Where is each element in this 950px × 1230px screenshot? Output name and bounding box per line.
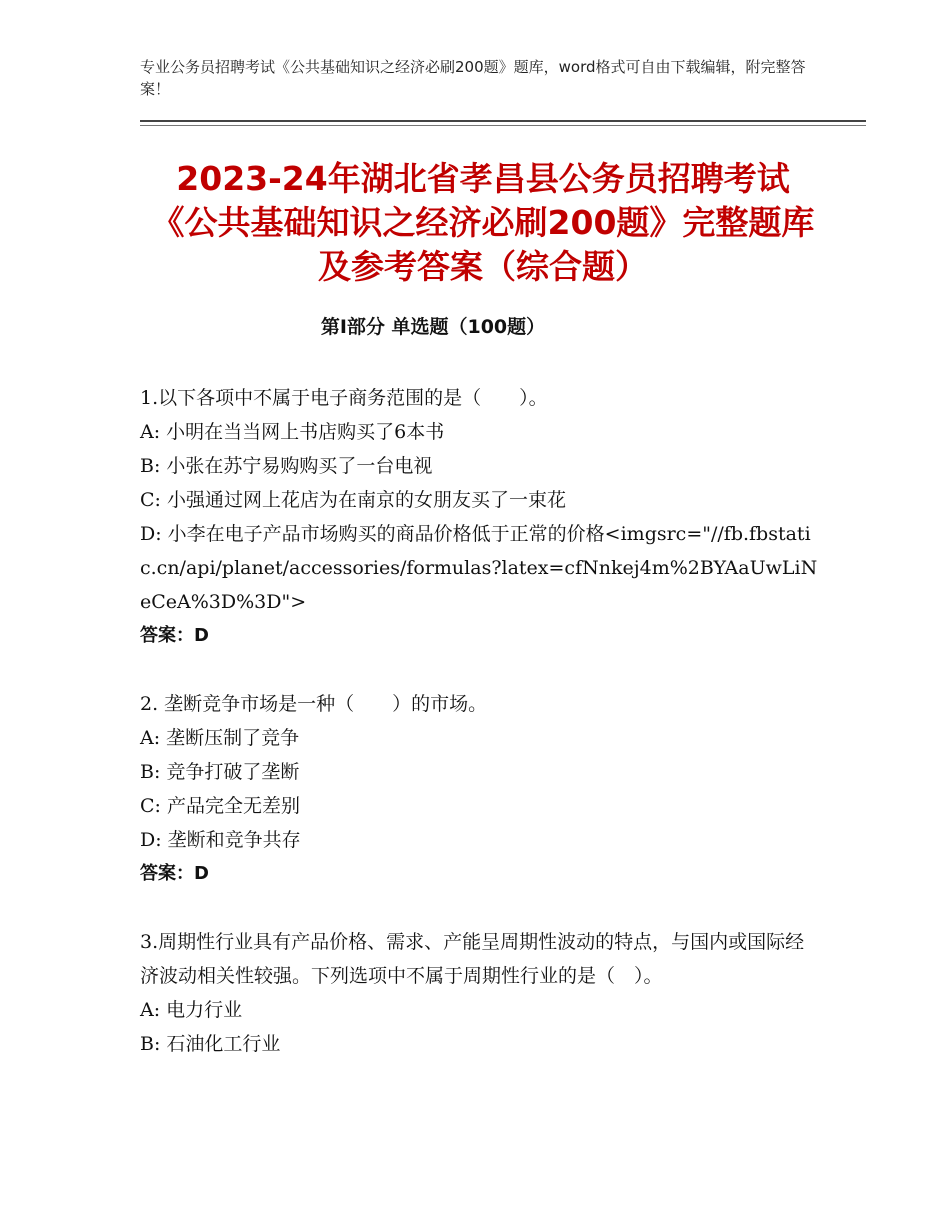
header-divider-thin [140,125,866,126]
option-d: D: 小李在电子产品市场购买的商品价格低于正常的价格<imgsrc="//fb.fbstatic.cn/api/planet/accessories/formulas?latex=cfNnkej4m%2BYAaUwLiNeCeA%3D%3D"> [140,523,818,613]
section-title: 第Ⅰ部分 单选题（100题） [320,316,546,338]
option-c: C: 小强通过网上花店为在南京的女朋友买了一束花 [140,489,566,511]
question-1 [140,381,820,653]
question-stem: 1.以下各项中不属于电子商务范围的是（ ）。 [140,387,548,409]
option-b: B: 小张在苏宁易购购买了一台电视 [140,455,433,477]
option-a: A: 电力行业 [140,999,243,1021]
option-d: D: 垄断和竞争共存 [140,829,301,851]
header-note: 专业公务员招聘考试《公共基础知识之经济必刷200题》题库，word格式可自由下载编辑，附完整答案！ [140,58,806,98]
question-3 [140,925,820,1061]
question-list [140,381,820,1095]
option-b: B: 石油化工行业 [140,1033,281,1055]
question-2 [140,687,820,891]
question-stem: 3.周期性行业具有产品价格、需求、产能呈周期性波动的特点，与国内或国际经济波动相关性较强。下列选项中不属于周期性行业的是（ ）。 [140,931,805,987]
answer-label: 答案：D [140,863,209,884]
option-a: A: 小明在当当网上书店购买了6本书 [140,421,445,443]
document-title: 2023-24年湖北省孝昌县公务员招聘考试《公共基础知识之经济必刷200题》完整题库及参考答案（综合题） [151,159,815,286]
option-a: A: 垄断压制了竞争 [140,727,300,749]
answer-label: 答案：D [140,625,209,646]
question-stem: 2. 垄断竞争市场是一种（ ）的市场。 [140,693,488,715]
option-b: B: 竞争打破了垄断 [140,761,300,783]
header-divider [140,120,866,122]
option-c: C: 产品完全无差别 [140,795,300,817]
